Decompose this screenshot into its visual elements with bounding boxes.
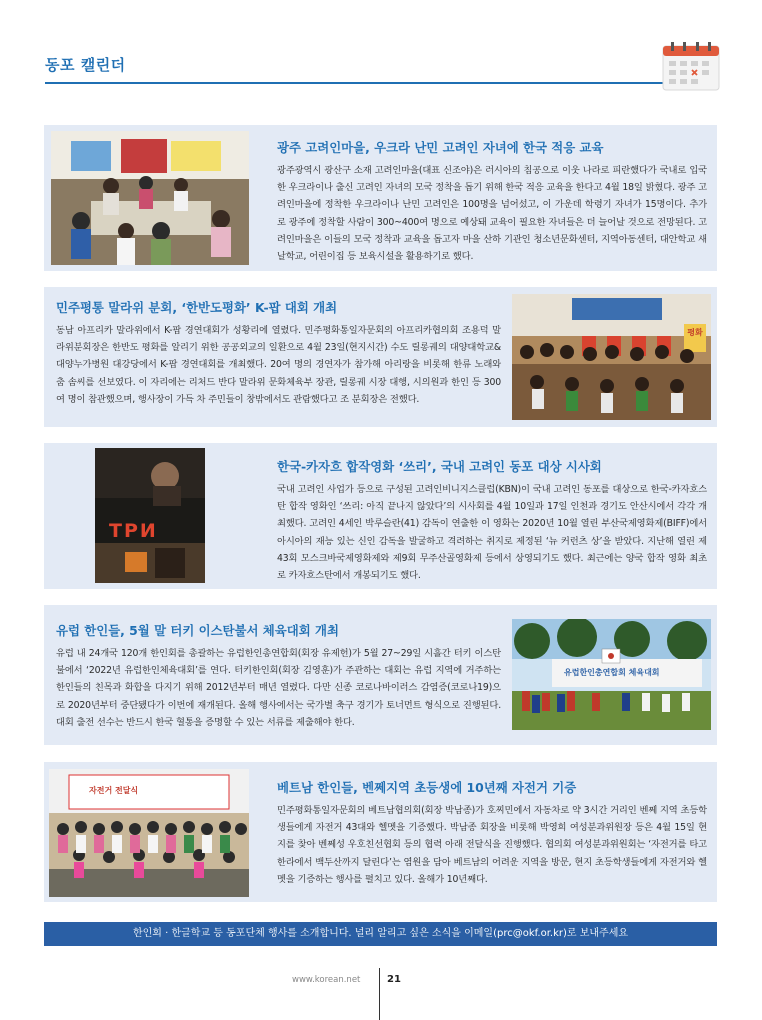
classroom-photo xyxy=(51,131,249,265)
article-text-4 xyxy=(56,621,501,731)
page-title: 동포 캘린더 xyxy=(45,56,126,74)
article-headline: 베트남 한인들, 벤쩨지역 초등생에 10년째 자전거 기증 xyxy=(277,780,577,795)
article-body: 유럽 내 24개국 120개 한인회를 총괄하는 유럽한인총연합회(회장 유제헌)가 5월 27~29일 시흘간 터키 이스탄불에서 ‘2022년 유럽한인체육대회’를 연다. 터키한인회(회장 김영훈)가 주관하는 대회는 유럽 지역에 거주하는 한인들의 친목과 화합을 다지기 위해 2012년부터 매년 열렸다. 다만 신종 코로나바이러스 감염증(코로나19)으로 2020년부터 중단됐다가 이번에 재개된다. 올해 행사에서는 국가별 축구 경기가 토너먼트 형식으로 진행된다. 대회 출전 선수는 반드시 한국 혈통을 증명할 수 있는 서류를 제출해야 한다. xyxy=(56,648,501,728)
article-text-3 xyxy=(277,457,707,584)
page-number: 21 xyxy=(387,974,401,985)
article-body: 광주광역시 광산구 소재 고려인마을(대표 신조야)은 러시아의 침공으로 이웃 나라로 피란했다가 국내로 입국한 우크라이나 출신 고려인 자녀의 모국 정착을 돕기 위해 한국 적응 교육을 한다고 4월 18일 밝혔다. 광주 고려인마을에 정착한 우크라이나 난민 고려인은 100명을 넘어섰고, 이 가운데 학령기 자녀가 15명이다. 추가로 광주에 정착할 사람이 300~400여 명으로 예상돼 교육이 필요한 자녀들은 더 늘어날 것으로 전망된다. 고려인마을은 이들의 모국 정착과 교육을 돕고자 마을 산하 기관인 청소년문화센터, 지역아동센터, 대안학교 새날학교, 어린이집 등 보육시설을 활용하기로 했다. xyxy=(277,165,707,263)
article-card-3 xyxy=(44,443,717,589)
article-text-1 xyxy=(277,138,707,265)
article-body: 동남 아프리카 말라위에서 K-팝 경연대회가 성황리에 열렸다. 민주평화통일자문회의 아프리카협의회 조용덕 말라위분회장은 한반도 평화를 알리기 위한 공공외교의 일환으로 4월 23일(현지시간) 수도 릴롱궤의 대양대학교&대양누가병원 대강당에서 K-팝 경연대회를 개최했다. 20여 명의 경연자가 참가해 아리랑을 비롯해 한류 노래와 춤 솜씨를 선보였다. 이 자리에는 리처드 반다 말라위 문화체육부 장관, 릴롱궤 시장 대행, 시의원과 한인 등 300여 명이 참관했으며, 행사장이 가득 차 주민들이 창밖에서도 관람했다고 조 분회장은 전했다. xyxy=(56,325,501,405)
article-headline: 유럽 한인들, 5월 말 터키 이스탄불서 체육대회 개최 xyxy=(56,623,339,638)
article-card-2 xyxy=(44,287,717,427)
article-text-2 xyxy=(56,298,501,408)
article-body: 국내 고려인 사업가 등으로 구성된 고려인비니지스클럽(KBN)이 국내 고려인 동포를 대상으로 한국-카자흐스탄 합작 영화인 ‘쓰리: 아직 끝나지 않았다’의 시사회를 4월 10일과 17일 인천과 경기도 안산시에서 각각 개최했다. 고려인 4세인 박루슬란(41) 감독이 연출한 이 영화는 2020년 10월 열린 부산국제영화제(BIFF)에서 아시아의 재능 있는 신인 감독을 발굴하고 격려하는 취지로 제정된 ‘뉴 커런츠 상’을 받았다. 지난해 열린 제43회 모스크바국제영화제와 제9회 무주산골영화제 등에서 상영되기도 했다. 최근에는 양국 합작 영화 최초로 카자흐스탄에서 개봉되기도 했다. xyxy=(277,484,707,582)
article-text-5 xyxy=(277,778,707,888)
article-card-5 xyxy=(44,762,717,902)
article-headline: 한국-카자흐 합작영화 ‘쓰리’, 국내 고려인 동포 대상 시사회 xyxy=(277,459,602,474)
kpop-contest-photo xyxy=(512,294,711,420)
calendar-icon xyxy=(661,40,721,92)
peace-banner-text: 평화 xyxy=(687,328,703,337)
title-rule xyxy=(45,82,672,84)
notice-bar: 한인회 · 한글학교 등 동포단체 행사를 소개합니다. 널리 알리고 싶은 소식을 이메일(prc@okf.or.kr)로 보내주세요 xyxy=(44,922,717,946)
article-body: 민주평화통일자문회의 베트남협의회(회장 박남종)가 호찌민에서 자동차로 약 3시간 거리인 벤쩨 지역 초등학생들에게 자전거 43대와 헬멧을 기증했다. 박남종 회장을 비롯해 박영희 여성분과위원장 등은 4월 15일 현지를 찾아 벤쩨성 우호친선협회 등의 협력 아래 전달식을 진행했다. 협의회 여성분과위원회는 ‘자전거를 타고 한라에서 백두산까지 달린다’는 염원을 담아 베트남의 어려운 지역을 방문, 현지 초등학생들에게 자전거와 헬멧을 기증하는 행사를 펼치고 있다. 올해가 10년째다. xyxy=(277,805,707,885)
footer-divider xyxy=(379,968,380,1020)
sports-banner-text: 유럽한인총연합회 체육대회 xyxy=(564,668,660,677)
article-card-4 xyxy=(44,605,717,745)
bicycle-donation-photo xyxy=(49,769,249,897)
movie-poster xyxy=(95,448,205,583)
donation-banner-text: 자전거 전달식 xyxy=(89,786,139,795)
poster-title: ТРИ xyxy=(109,520,158,542)
article-headline: 민주평통 말라위 분회, ‘한반도평화’ K-팝 대회 개최 xyxy=(56,300,338,315)
article-card-1 xyxy=(44,125,717,271)
sports-event-photo xyxy=(512,619,711,730)
footer-url[interactable]: www.korean.net xyxy=(292,975,361,985)
article-headline: 광주 고려인마을, 우크라 난민 고려인 자녀에 한국 적응 교육 xyxy=(277,140,604,155)
